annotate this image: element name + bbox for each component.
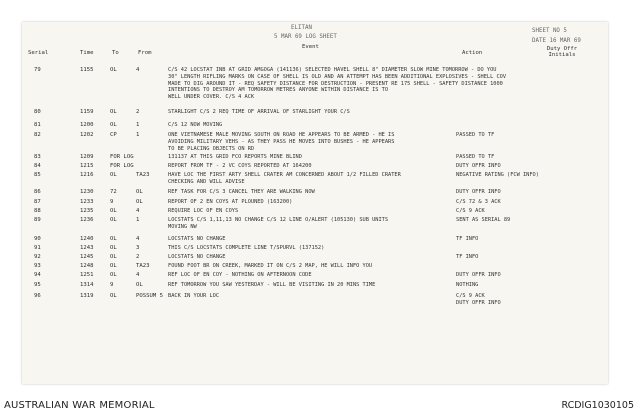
to-cell: OL — [110, 109, 117, 115]
action-text: DUTY OFFR INFO — [456, 163, 501, 169]
from-cell: 1 — [136, 217, 140, 223]
from-cell: 1 — [136, 132, 140, 138]
action-text: C/S 9 ACK — [456, 208, 485, 214]
time-cell: 1243 — [80, 245, 94, 251]
col-header-action: Action — [462, 50, 483, 56]
action-text: NOTHING — [456, 282, 479, 288]
serial-cell: 80 — [34, 109, 41, 115]
to-cell: OL — [110, 236, 117, 242]
serial-cell: 86 — [34, 189, 41, 195]
to-cell: OL — [110, 245, 117, 251]
event-text: CHECKING AND WILL ADVISE — [168, 178, 245, 185]
event-text: FOUND FOOT BR ON CREEK, MARKED IT ON C/S 2 MAP, HE WILL INFO YOU — [168, 263, 373, 269]
serial-cell: 90 — [34, 236, 41, 242]
action-text: C/S 72 & 3 ACK — [456, 199, 501, 205]
from-cell: 2 — [136, 109, 140, 115]
serial-cell: 84 — [34, 163, 41, 169]
time-cell: 1314 — [80, 282, 94, 288]
col-header-from: From — [138, 50, 152, 56]
time-cell: 1200 — [80, 122, 94, 128]
time-cell: 1251 — [80, 272, 94, 278]
time-cell: 1235 — [80, 208, 94, 214]
serial-cell: 79 — [34, 67, 41, 73]
action-text: C/S 9 ACK — [456, 293, 485, 299]
time-cell: 1216 — [80, 172, 94, 178]
event-text: LOCSTATS NO CHANGE — [168, 236, 226, 242]
event-text: 30" LENGTH RIFLING MARKS ON CASE OF SHELL IS OLD AND AN ATTEMPT HAS BEEN ADDITIONAL EXPLOSIVES - SHELL COV — [168, 73, 507, 80]
to-cell: OL — [110, 293, 117, 299]
action-text: PASSED TO TF — [456, 132, 495, 138]
from-cell: 4 — [136, 67, 140, 73]
footer-reference: RCDIG1030105 — [561, 400, 634, 411]
event-text: INTENTIONS TO DESTROY AM TOMORROW METRES ANYONE WITHIN DISTANCE IS TO — [168, 87, 389, 94]
col-header-serial: Serial — [28, 50, 49, 56]
col-header-to: To — [112, 50, 119, 56]
to-cell: 9 — [110, 199, 114, 205]
from-cell: OL — [136, 199, 143, 205]
to-cell: FOR LOG — [110, 163, 134, 169]
action-text: PASSED TO TF — [456, 154, 495, 160]
time-cell: 1230 — [80, 189, 94, 195]
time-cell: 1240 — [80, 236, 94, 242]
time-cell: 1248 — [80, 263, 94, 269]
event-text: REF LOC OF EN COY - NOTHING ON AFTERNOON CODE — [168, 272, 312, 278]
event-text: C/S 12 NOW MOVING — [168, 122, 223, 128]
action-text: DUTY OFFR INFO — [456, 272, 501, 278]
serial-cell: 93 — [34, 263, 41, 269]
event-text: 131137 AT THIS GRID FCO REPORTS MINE BLIND — [168, 154, 302, 160]
from-cell: 4 — [136, 272, 140, 278]
event-text: STARLIGHT C/S 2 REQ TIME OF ARRIVAL OF STARLIGHT YOUR C/S — [168, 109, 350, 115]
to-cell: 9 — [110, 282, 114, 288]
time-cell: 1215 — [80, 163, 94, 169]
footer-credit: AUSTRALIAN WAR MEMORIAL — [4, 400, 155, 411]
serial-cell: 87 — [34, 199, 41, 205]
serial-cell: 96 — [34, 293, 41, 299]
event-text: REPORT OF 2 EN COYS AT PLOUNED (163200) — [168, 199, 293, 205]
event-text: REF TASK FOR C/S 3 CANCEL THEY ARE WALKING NOW — [168, 189, 315, 195]
sheet-subtitle: 5 MAR 69 LOG SHEET — [274, 34, 337, 40]
to-cell: OL — [110, 172, 117, 178]
event-text: REQUIRE LOC OF EN COYS — [168, 208, 239, 214]
to-cell: OL — [110, 263, 117, 269]
from-cell: 3 — [136, 245, 140, 251]
to-cell: FOR LOG — [110, 154, 134, 160]
serial-cell: 82 — [34, 132, 41, 138]
event-text: MOVING NW — [168, 223, 197, 230]
event-text: LOCSTATS NO CHANGE — [168, 254, 226, 260]
serial-cell: 92 — [34, 254, 41, 260]
from-cell: OL — [136, 282, 143, 288]
to-cell: OL — [110, 67, 117, 73]
action-text: SENT AS SERIAL 89 — [456, 217, 511, 223]
from-cell: POSSUM 5 — [136, 293, 163, 299]
from-cell: 4 — [136, 208, 140, 214]
time-cell: 1159 — [80, 109, 94, 115]
event-text: AVOIDING MILITARY VEHS - AS THEY PASS HE MOVES INTO BUSHES - HE APPEARS — [168, 138, 395, 145]
serial-cell: 81 — [34, 122, 41, 128]
to-cell: OL — [110, 122, 117, 128]
sheet-date: DATE 16 MAR 69 — [532, 38, 581, 44]
from-cell: 1 — [136, 122, 140, 128]
action-text: TF INFO — [456, 236, 479, 242]
serial-cell: 89 — [34, 217, 41, 223]
to-cell: OL — [110, 217, 117, 223]
sheet-title: ELITAN — [291, 25, 312, 31]
from-cell: 4 — [136, 236, 140, 242]
to-cell: OL — [110, 254, 117, 260]
col-header-time: Time — [80, 50, 94, 56]
serial-cell: 95 — [34, 282, 41, 288]
action-text: TF INFO — [456, 254, 479, 260]
time-cell: 1319 — [80, 293, 94, 299]
event-text: WELL UNDER COVER. C/S 4 ACK — [168, 94, 255, 101]
serial-cell: 85 — [34, 172, 41, 178]
time-cell: 1233 — [80, 199, 94, 205]
from-cell: OL — [136, 189, 143, 195]
event-text: THIS C/S LOCSTATS COMPLETE LINE T/SPURVL (137152) — [168, 245, 325, 251]
from-cell: 2 — [136, 254, 140, 260]
to-cell: 72 — [110, 189, 117, 195]
serial-cell: 91 — [34, 245, 41, 251]
from-cell: TA23 — [136, 263, 150, 269]
time-cell: 1155 — [80, 67, 94, 73]
col-header-initials: Duty Offr Initials — [546, 46, 578, 58]
sheet-number: SHEET NO 5 — [532, 28, 567, 34]
event-text: BACK IN YOUR LOC — [168, 293, 220, 299]
event-text: LOCSTATS C/S 1,11,13 NO CHANGE C/S 12 LINE O/ALERT (105130) SUB UNITS — [168, 217, 389, 223]
to-cell: CP — [110, 132, 117, 138]
time-cell: 1202 — [80, 132, 94, 138]
log-sheet — [22, 22, 608, 384]
event-text: REF TOMORROW YOU SAW YESTERDAY - WILL BE VISITING IN 20 MINS TIME — [168, 282, 376, 288]
event-text: ONE VIETNAMESE MALE MOVING SOUTH ON ROAD HE APPEARS TO BE ARMED - HE IS — [168, 132, 395, 138]
action-text: DUTY OFFR INFO — [456, 299, 501, 306]
action-text: DUTY OFFR INFO — [456, 189, 501, 195]
footer-bar — [0, 396, 640, 417]
event-text: C/S 42 LOCSTAT INB AT GRID AMGOGA (141136) SELECTED HAVEL SHELL 8" DIAMETER SLOW MINE TOMORROW - DO YOU — [168, 67, 497, 73]
serial-cell: 94 — [34, 272, 41, 278]
from-cell: TA23 — [136, 172, 150, 178]
serial-cell: 88 — [34, 208, 41, 214]
event-text: TO BE PLACING OBJECTS ON RD — [168, 145, 255, 152]
col-header-event: Event — [302, 44, 319, 50]
time-cell: 1236 — [80, 217, 94, 223]
time-cell: 1209 — [80, 154, 94, 160]
event-text: REPORT FROM TF - 2 VC COYS REPORTED AT 164200 — [168, 163, 312, 169]
time-cell: 1245 — [80, 254, 94, 260]
to-cell: OL — [110, 272, 117, 278]
event-text: HAVE LOC THE FIRST ARTY SHELL CRATER AM CONCERNED ABOUT 1/2 FILLED CRATER — [168, 172, 401, 178]
event-text: MADE TO DIG AROUND IT - REQ SAFETY DISTANCE FOR DESTRUCTION - PRESENT RE 175 SHELL - SAFETY DISTANCE 1000 — [168, 80, 503, 87]
to-cell: OL — [110, 208, 117, 214]
serial-cell: 83 — [34, 154, 41, 160]
action-text: NEGATIVE RATING (FCW INFO) — [456, 172, 539, 178]
